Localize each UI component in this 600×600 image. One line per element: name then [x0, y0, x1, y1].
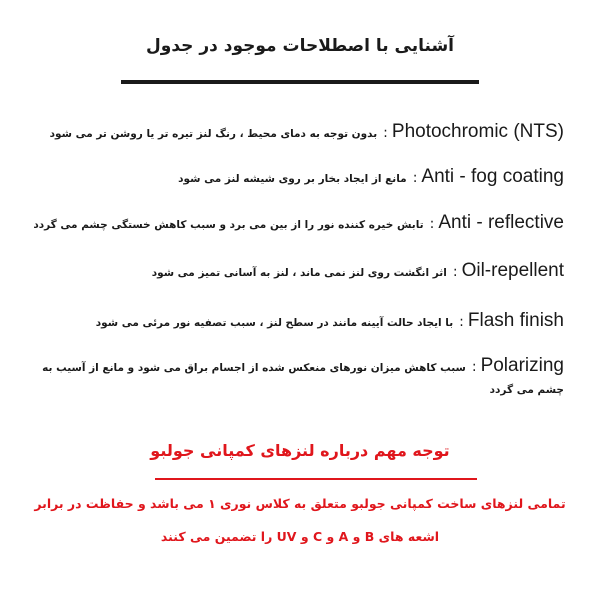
- glossary-item-photochromic: [24, 120, 564, 144]
- term-name: Oil-repellent: [461, 260, 564, 281]
- term-name: Anti - fog coating: [421, 166, 564, 187]
- notice-text-line-2: اشعه های B و A و C و UV را تضمین می کنند: [160, 529, 440, 544]
- term-definition: اثر انگشت روی لنز نمی ماند ، لنز به آسانی تمیز می شود: [151, 267, 447, 279]
- glossary-item-anti-reflective: [24, 211, 564, 235]
- term-definition: با ایجاد حالت آیینه مانند در سطح لنز ، سبب تصفیه نور مرئی می شود: [95, 317, 454, 329]
- term-separator: :: [471, 359, 477, 375]
- term-name: Flash finish: [467, 310, 564, 331]
- term-name: Polarizing: [480, 355, 564, 376]
- glossary-item-polarizing: [24, 354, 564, 398]
- term-separator: :: [412, 170, 418, 186]
- notice-divider: [155, 478, 477, 480]
- term-definition: تابش خیره کننده نور را از بین می برد و سبب کاهش خستگی چشم می گردد: [33, 219, 424, 231]
- term-separator: :: [452, 264, 458, 280]
- term-definition: بدون توجه به دمای محیط ، رنگ لنز تیره تر یا روشن تر می شود: [49, 128, 378, 140]
- term-name: Photochromic (NTS): [391, 121, 564, 142]
- glossary-item-anti-fog: [24, 165, 564, 189]
- term-separator: :: [383, 125, 388, 141]
- term-separator: :: [429, 216, 435, 232]
- glossary-item-oil-repellent: [24, 259, 564, 283]
- glossary-item-flash-finish: [24, 309, 564, 333]
- term-definition: مانع از ایجاد بخار بر روی شیشه لنز می شود: [178, 173, 407, 185]
- title-divider: [121, 80, 479, 84]
- term-definition: سبب کاهش میزان نورهای منعکس شده از اجسام براق می شود و مانع از آسیب به چشم می گردد: [42, 362, 564, 396]
- notice-text-line-1: تمامی لنزهای ساخت کمپانی جولبو متعلق به کلاس نوری ۱ می باشد و حفاظت در برابر: [34, 496, 566, 511]
- page-title: آشنایی با اصطلاحات موجود در جدول: [146, 36, 454, 56]
- term-name: Anti - reflective: [438, 212, 564, 233]
- notice-title: توجه مهم درباره لنزهای کمپانی جولبو: [150, 441, 450, 460]
- term-separator: :: [459, 314, 464, 330]
